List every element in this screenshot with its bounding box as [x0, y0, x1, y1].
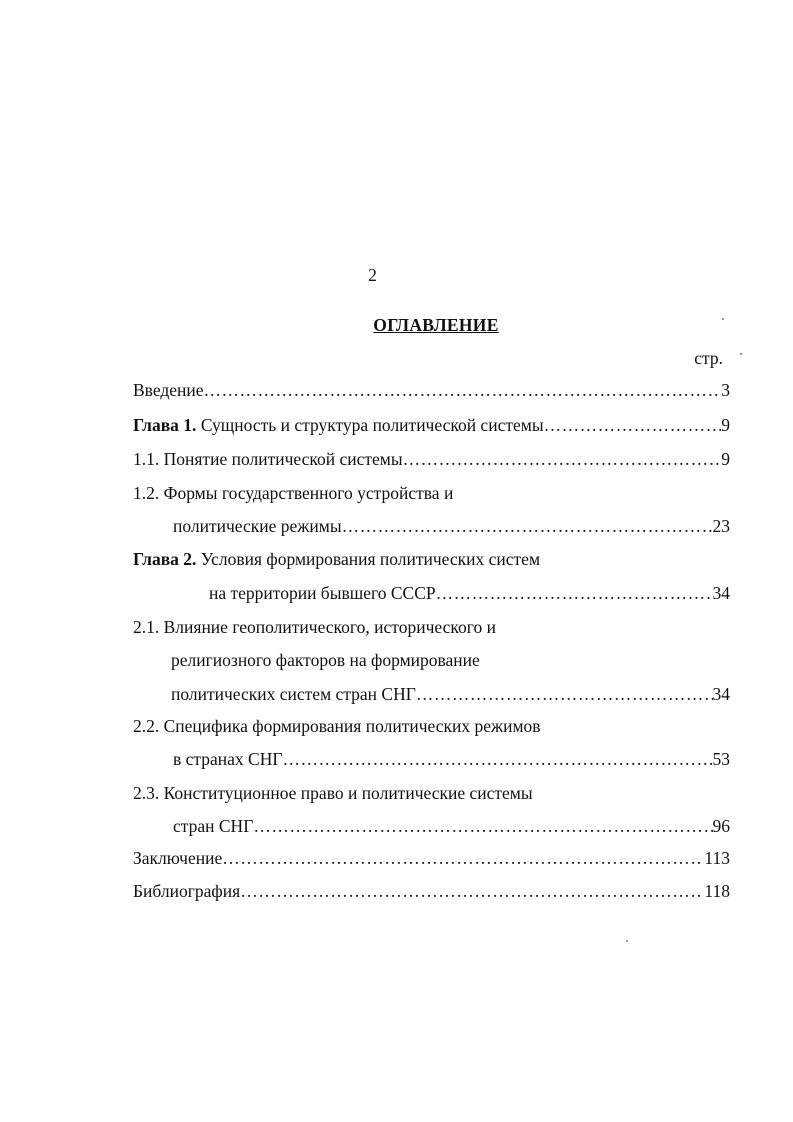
- toc-entry-title: стран СНГ: [173, 816, 254, 836]
- toc-leader-dots: [342, 514, 713, 538]
- toc-entry-title: в странах СНГ: [173, 749, 283, 769]
- page-column-label: стр.: [694, 348, 723, 368]
- toc-entry-title: политических систем стран СНГ: [171, 684, 416, 704]
- toc-entry-title: Библиография: [133, 881, 241, 901]
- toc-entry-title: политические режимы: [173, 516, 342, 536]
- toc-entry-page: 34: [712, 684, 730, 704]
- chapter-prefix: Глава 2.: [133, 549, 197, 569]
- scan-speck: [722, 318, 724, 320]
- toc-entry-line: религиозного факторов на формирование: [171, 650, 480, 670]
- toc-entry: [173, 814, 730, 838]
- toc-entry-title: Сущность и структура политической системы: [200, 415, 544, 435]
- toc-entry: [173, 514, 730, 538]
- toc-leader-dots: [282, 747, 712, 771]
- toc-entry-title: Заключение: [133, 848, 223, 868]
- page-number: 2: [368, 265, 377, 285]
- toc-entry-page: 53: [712, 749, 730, 769]
- toc-leader-dots: [204, 378, 722, 402]
- toc-entry: [209, 581, 730, 605]
- toc-entry-page: 34: [712, 583, 730, 603]
- toc-entry-title: Введение: [133, 380, 204, 400]
- toc-entry: [133, 846, 730, 870]
- toc-entry-line: 2.2. Специфика формирования политических режимов: [133, 716, 541, 736]
- chapter-prefix: Глава 1.: [133, 415, 197, 435]
- toc-entry: [173, 747, 730, 771]
- toc-entry-page: 9: [721, 449, 730, 469]
- toc-entry-line: 2.1. Влияние геополитического, исторического и: [133, 617, 496, 637]
- toc-entry-page: 113: [704, 848, 730, 868]
- toc-entry: [133, 879, 730, 903]
- toc-leader-dots: [416, 682, 713, 706]
- toc-entry-page: 23: [712, 516, 730, 536]
- toc-entry: [133, 378, 730, 402]
- toc-entry-line: 1.2. Формы государственного устройства и: [133, 483, 454, 503]
- toc-entry: [171, 682, 730, 706]
- toc-entry-line: 2.3. Конституционное право и политические системы: [133, 783, 533, 803]
- toc-heading: ОГЛАВЛЕНИЕ: [373, 315, 499, 335]
- scan-speck: [740, 353, 742, 355]
- toc-entry-title: на территории бывшего СССР: [209, 583, 436, 603]
- toc-entry-page: 9: [721, 415, 730, 435]
- toc-leader-dots: [222, 846, 704, 870]
- toc-entry-line: Глава 2. Условия формирования политических систем: [133, 549, 541, 569]
- toc-leader-dots: [436, 581, 713, 605]
- toc-entry-title: 1.1. Понятие политической системы: [133, 449, 403, 469]
- toc-leader-dots: [403, 447, 722, 471]
- toc-entry: [133, 413, 730, 437]
- toc-leader-dots: [240, 879, 704, 903]
- toc-entry: [133, 447, 730, 471]
- toc-entry-page: 96: [712, 816, 730, 836]
- toc-leader-dots: [544, 413, 722, 437]
- scan-speck: [626, 940, 628, 942]
- toc-entry-page: 3: [721, 380, 730, 400]
- toc-entry-page: 118: [704, 881, 730, 901]
- toc-leader-dots: [253, 814, 712, 838]
